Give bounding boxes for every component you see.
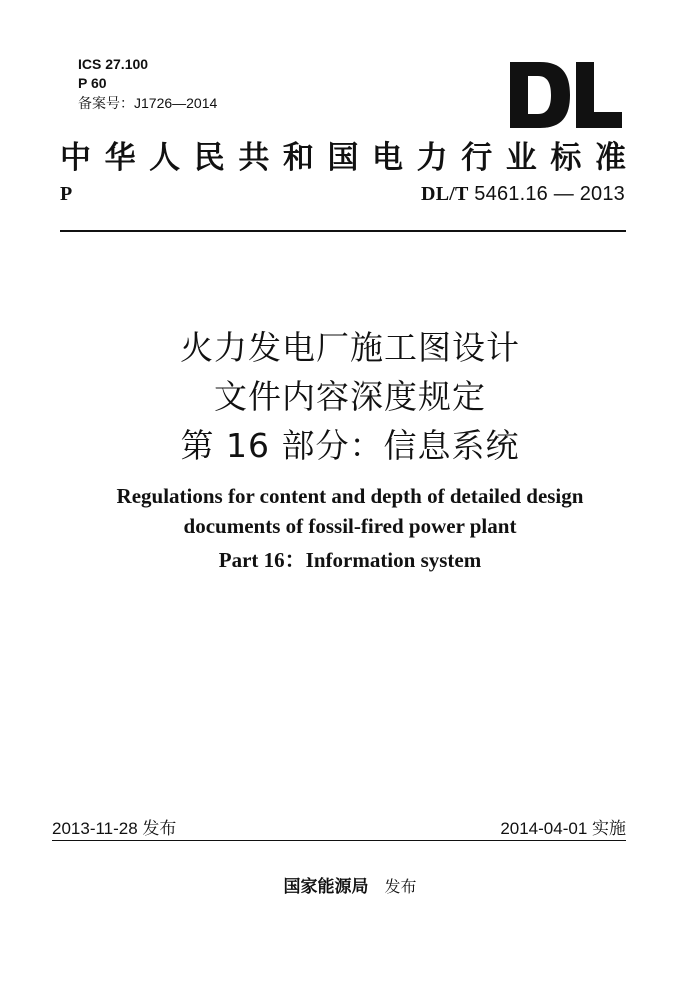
header-divider — [60, 230, 626, 232]
standard-number — [421, 183, 625, 206]
issuer-action: 发布 — [384, 879, 417, 896]
industry-standard-title — [60, 134, 626, 174]
category-letter: P — [60, 183, 73, 205]
issuer — [0, 872, 700, 897]
industry-title-char: 力 — [416, 139, 448, 176]
industry-title-char: 国 — [327, 139, 359, 176]
industry-title-char: 业 — [505, 139, 537, 176]
standard-prefix: DL/T — [421, 183, 469, 205]
title-cn-line2: 文件内容深度规定 — [214, 377, 486, 416]
title-cn-line1: 火力发电厂施工图设计 — [180, 328, 520, 367]
implementation-date: 2014-04-01 实施 — [500, 819, 626, 838]
industry-title-char: 共 — [238, 139, 270, 176]
industry-title-char: 和 — [282, 139, 314, 176]
industry-title-char: 中 — [60, 139, 91, 176]
issue-date: 2013-11-28 发布 — [52, 819, 177, 838]
title-en-line1: Regulations for content and depth of detailed design — [116, 484, 584, 508]
record-number: 备案号：J1726—2014 — [78, 95, 218, 111]
dl-logo — [510, 62, 622, 128]
industry-title-char: 人 — [149, 139, 181, 176]
industry-title-char: 行 — [461, 139, 493, 176]
class-code: P 60 — [78, 75, 107, 91]
title-en-line2: documents of fossil-fired power plant — [183, 514, 517, 538]
ics-code: ICS 27.100 — [78, 56, 149, 72]
issuer-organization: 国家能源局 — [283, 877, 369, 897]
industry-title-char: 民 — [193, 139, 225, 176]
industry-title-char: 标 — [550, 139, 582, 176]
footer-divider — [52, 840, 626, 841]
standard-number-value: 5461.16 — 2013 — [474, 183, 625, 205]
industry-title-char: 准 — [594, 139, 626, 176]
title-en-line3: Part 16：Information system — [218, 548, 482, 572]
industry-title-char: 华 — [104, 139, 136, 176]
industry-title-char: 电 — [372, 139, 404, 176]
title-cn-line3: 第 16 部分：信息系统 — [180, 426, 520, 465]
